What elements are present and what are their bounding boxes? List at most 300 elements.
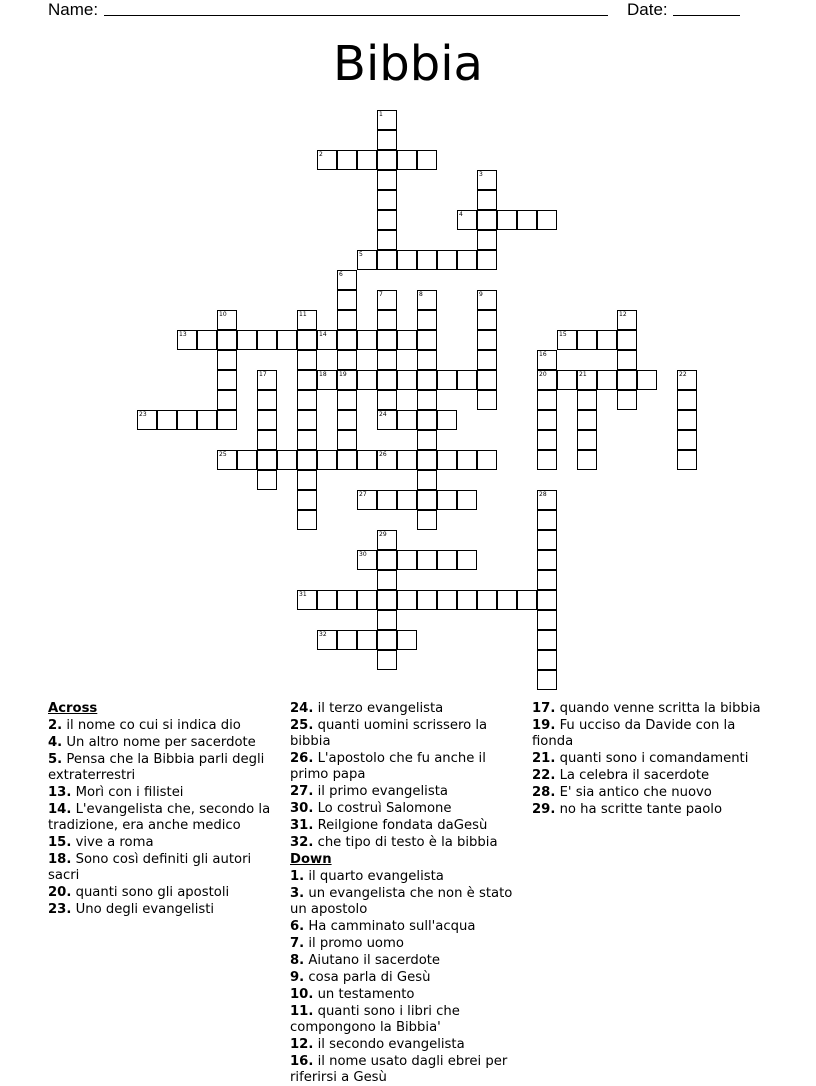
grid-cell[interactable] [237, 450, 257, 470]
grid-cell[interactable] [357, 250, 377, 270]
grid-cell[interactable] [677, 410, 697, 430]
grid-cell[interactable] [577, 410, 597, 430]
grid-cell[interactable] [537, 630, 557, 650]
clue-column-1 [48, 700, 280, 918]
grid-cell[interactable] [437, 370, 457, 390]
clue-text: il terzo evangelista [313, 701, 444, 716]
grid-cell[interactable] [297, 430, 317, 450]
grid-cell[interactable] [477, 350, 497, 370]
clue-text: L'apostolo che fu anche il primo papa [290, 751, 486, 782]
cell-number: 14 [319, 331, 327, 338]
grid-cell[interactable] [397, 150, 417, 170]
grid-cell[interactable] [397, 250, 417, 270]
clue-number: 31. [290, 818, 314, 833]
grid-cell[interactable] [417, 590, 437, 610]
grid-cell[interactable] [377, 190, 397, 210]
grid-cell[interactable] [477, 450, 497, 470]
cell-number: 2 [319, 151, 323, 158]
grid-cell[interactable] [377, 450, 397, 470]
clue-number: 11. [290, 1004, 314, 1019]
clue-number: 32. [290, 835, 314, 850]
clue-number: 20. [48, 885, 72, 900]
clue-text: che tipo di testo è la bibbia [313, 835, 498, 850]
grid-cell[interactable] [217, 350, 237, 370]
cell-number: 5 [359, 251, 363, 258]
grid-cell[interactable] [417, 390, 437, 410]
clue-number: 15. [48, 835, 72, 850]
grid-cell[interactable] [377, 570, 397, 590]
grid-cell[interactable] [477, 290, 497, 310]
grid-cell[interactable] [317, 370, 337, 390]
grid-cell[interactable] [297, 490, 317, 510]
clue-text: Lo costruì Salomone [313, 801, 452, 816]
clue-down [532, 701, 764, 717]
clue-text: quando venne scritta la bibbia [555, 701, 761, 716]
clue-down [532, 718, 764, 750]
clue-across [48, 785, 280, 801]
grid-cell[interactable] [217, 330, 237, 350]
clue-down [290, 1054, 522, 1086]
grid-cell[interactable] [417, 350, 437, 370]
grid-cell[interactable] [377, 110, 397, 130]
grid-cell[interactable] [377, 350, 397, 370]
grid-cell[interactable] [377, 590, 397, 610]
clue-number: 21. [532, 751, 556, 766]
grid-cell[interactable] [617, 310, 637, 330]
cell-number: 27 [359, 491, 367, 498]
grid-cell[interactable] [357, 590, 377, 610]
cell-number: 8 [419, 291, 423, 298]
grid-cell[interactable] [357, 370, 377, 390]
grid-cell[interactable] [337, 390, 357, 410]
cell-number: 7 [379, 291, 383, 298]
grid-cell[interactable] [257, 330, 277, 350]
grid-cell[interactable] [437, 250, 457, 270]
down-heading: Down [290, 852, 332, 867]
cell-number: 22 [679, 371, 687, 378]
clue-down [290, 869, 522, 885]
grid-cell[interactable] [377, 370, 397, 390]
grid-cell[interactable] [357, 150, 377, 170]
grid-cell[interactable] [257, 430, 277, 450]
cell-number: 10 [219, 311, 227, 318]
clue-text: Un altro nome per sacerdote [62, 735, 256, 750]
grid-cell[interactable] [537, 530, 557, 550]
grid-cell[interactable] [477, 230, 497, 250]
grid-cell[interactable] [517, 590, 537, 610]
clue-text: il nome co cui si indica dio [62, 718, 241, 733]
clue-across [48, 852, 280, 884]
clue-number: 22. [532, 768, 556, 783]
grid-cell[interactable] [377, 550, 397, 570]
grid-cell[interactable] [437, 590, 457, 610]
grid-cell[interactable] [357, 490, 377, 510]
clue-text: quanti sono i libri che compongono la Bibbia' [290, 1004, 460, 1035]
grid-cell[interactable] [297, 410, 317, 430]
clue-number: 28. [532, 785, 556, 800]
grid-cell[interactable] [397, 590, 417, 610]
clue-text: cosa parla di Gesù [304, 970, 431, 985]
clue-number: 17. [532, 701, 556, 716]
grid-cell[interactable] [537, 370, 557, 390]
grid-cell[interactable] [217, 410, 237, 430]
grid-cell[interactable] [317, 450, 337, 470]
clue-text: Morì con i filistei [71, 785, 184, 800]
clue-down [532, 751, 764, 767]
cell-number: 23 [139, 411, 147, 418]
grid-cell[interactable] [457, 590, 477, 610]
grid-cell[interactable] [577, 430, 597, 450]
clue-number: 6. [290, 919, 305, 934]
grid-cell[interactable] [537, 210, 557, 230]
name-label: Name: [48, 0, 99, 19]
grid-cell[interactable] [457, 210, 477, 230]
grid-cell[interactable] [217, 310, 237, 330]
grid-cell[interactable] [537, 490, 557, 510]
grid-cell[interactable] [397, 330, 417, 350]
clue-number: 29. [532, 802, 556, 817]
grid-cell[interactable] [557, 370, 577, 390]
grid-cell[interactable] [177, 330, 197, 350]
clue-number: 10. [290, 987, 314, 1002]
grid-cell[interactable] [497, 590, 517, 610]
clue-number: 4. [48, 735, 63, 750]
clue-number: 3. [290, 886, 305, 901]
grid-cell[interactable] [357, 450, 377, 470]
clue-across [290, 718, 522, 750]
grid-cell[interactable] [537, 410, 557, 430]
grid-cell[interactable] [417, 430, 437, 450]
grid-cell[interactable] [437, 550, 457, 570]
grid-cell[interactable] [677, 430, 697, 450]
grid-cell[interactable] [337, 350, 357, 370]
clue-number: 5. [48, 752, 63, 767]
grid-cell[interactable] [317, 330, 337, 350]
grid-cell[interactable] [257, 390, 277, 410]
grid-cell[interactable] [337, 430, 357, 450]
cell-number: 16 [539, 351, 547, 358]
grid-cell[interactable] [457, 370, 477, 390]
cell-number: 26 [379, 451, 387, 458]
grid-cell[interactable] [217, 390, 237, 410]
grid-cell[interactable] [397, 410, 417, 430]
clue-across [48, 735, 280, 751]
grid-cell[interactable] [217, 450, 237, 470]
grid-cell[interactable] [257, 470, 277, 490]
grid-cell[interactable] [157, 410, 177, 430]
grid-cell[interactable] [337, 270, 357, 290]
grid-cell[interactable] [417, 510, 437, 530]
cell-number: 29 [379, 531, 387, 538]
grid-cell[interactable] [337, 410, 357, 430]
clue-number: 2. [48, 718, 63, 733]
clue-down [532, 802, 764, 818]
cell-number: 28 [539, 491, 547, 498]
clue-text: Fu ucciso da Davide con la fionda [532, 718, 736, 749]
grid-cell[interactable] [417, 370, 437, 390]
grid-cell[interactable] [297, 470, 317, 490]
grid-cell[interactable] [297, 350, 317, 370]
clue-number: 9. [290, 970, 305, 985]
grid-cell[interactable] [497, 210, 517, 230]
grid-cell[interactable] [577, 450, 597, 470]
cell-number: 4 [459, 211, 463, 218]
grid-cell[interactable] [197, 330, 217, 350]
cell-number: 21 [579, 371, 587, 378]
grid-cell[interactable] [597, 330, 617, 350]
grid-cell[interactable] [377, 310, 397, 330]
grid-cell[interactable] [537, 550, 557, 570]
cell-number: 20 [539, 371, 547, 378]
clue-across [48, 885, 280, 901]
grid-cell[interactable] [377, 410, 397, 430]
grid-cell[interactable] [297, 590, 317, 610]
grid-cell[interactable] [537, 510, 557, 530]
grid-cell[interactable] [257, 450, 277, 470]
grid-cell[interactable] [677, 390, 697, 410]
grid-cell[interactable] [477, 310, 497, 330]
clue-down [532, 768, 764, 784]
grid-cell[interactable] [297, 450, 317, 470]
clue-number: 18. [48, 852, 72, 867]
grid-cell[interactable] [317, 590, 337, 610]
clue-text: il secondo evangelista [313, 1037, 465, 1052]
cell-number: 9 [479, 291, 483, 298]
grid-cell[interactable] [417, 330, 437, 350]
clue-across [48, 718, 280, 734]
clue-text: La celebra il sacerdote [555, 768, 710, 783]
grid-cell[interactable] [377, 650, 397, 670]
grid-cell[interactable] [377, 230, 397, 250]
grid-cell[interactable] [537, 390, 557, 410]
grid-cell[interactable] [517, 210, 537, 230]
clue-down [290, 953, 522, 969]
grid-cell[interactable] [417, 470, 437, 490]
grid-cell[interactable] [177, 410, 197, 430]
grid-cell[interactable] [377, 330, 397, 350]
cell-number: 3 [479, 171, 483, 178]
grid-cell[interactable] [477, 210, 497, 230]
grid-cell[interactable] [617, 390, 637, 410]
grid-cell[interactable] [397, 370, 417, 390]
grid-cell[interactable] [297, 310, 317, 330]
grid-cell[interactable] [397, 550, 417, 570]
grid-cell[interactable] [337, 290, 357, 310]
grid-cell[interactable] [457, 550, 477, 570]
grid-cell[interactable] [457, 450, 477, 470]
grid-cell[interactable] [477, 590, 497, 610]
grid-cell[interactable] [377, 250, 397, 270]
grid-cell[interactable] [377, 490, 397, 510]
clue-down [290, 936, 522, 952]
grid-cell[interactable] [297, 370, 317, 390]
grid-cell[interactable] [357, 630, 377, 650]
grid-cell[interactable] [337, 310, 357, 330]
grid-cell[interactable] [417, 250, 437, 270]
cell-number: 13 [179, 331, 187, 338]
grid-cell[interactable] [477, 170, 497, 190]
cell-number: 17 [259, 371, 267, 378]
grid-cell[interactable] [277, 450, 297, 470]
cell-number: 1 [379, 111, 383, 118]
grid-cell[interactable] [337, 370, 357, 390]
grid-cell[interactable] [337, 450, 357, 470]
grid-cell[interactable] [477, 250, 497, 270]
grid-cell[interactable] [337, 150, 357, 170]
clue-number: 27. [290, 784, 314, 799]
clue-down [290, 1037, 522, 1053]
grid-cell[interactable] [537, 570, 557, 590]
grid-cell[interactable] [377, 390, 397, 410]
grid-cell[interactable] [337, 590, 357, 610]
clue-across [48, 835, 280, 851]
grid-cell[interactable] [297, 330, 317, 350]
date-label: Date: [627, 0, 668, 19]
grid-cell[interactable] [357, 550, 377, 570]
clue-number: 30. [290, 801, 314, 816]
grid-cell[interactable] [417, 450, 437, 470]
clue-text: Aiutano il sacerdote [304, 953, 441, 968]
clue-across [48, 802, 280, 834]
grid-cell[interactable] [197, 410, 217, 430]
grid-cell[interactable] [357, 330, 377, 350]
clue-number: 12. [290, 1037, 314, 1052]
grid-cell[interactable] [257, 370, 277, 390]
grid-cell[interactable] [377, 150, 397, 170]
grid-cell[interactable] [477, 370, 497, 390]
grid-cell[interactable] [417, 150, 437, 170]
grid-cell[interactable] [377, 610, 397, 630]
clue-down [290, 886, 522, 918]
cell-number: 6 [339, 271, 343, 278]
grid-cell[interactable] [437, 410, 457, 430]
clue-number: 8. [290, 953, 305, 968]
clue-across [290, 835, 522, 851]
clue-down [290, 919, 522, 935]
clue-across [290, 801, 522, 817]
grid-cell[interactable] [437, 490, 457, 510]
grid-cell[interactable] [417, 490, 437, 510]
grid-cell[interactable] [317, 150, 337, 170]
page-title: Bibbia [333, 36, 483, 92]
grid-cell[interactable] [377, 630, 397, 650]
grid-cell[interactable] [537, 350, 557, 370]
grid-cell[interactable] [297, 510, 317, 530]
clue-number: 1. [290, 869, 305, 884]
cell-number: 31 [299, 591, 307, 598]
grid-cell[interactable] [677, 370, 697, 390]
grid-cell[interactable] [617, 370, 637, 390]
grid-cell[interactable] [417, 550, 437, 570]
clue-text: un evangelista che non è stato un apostolo [290, 886, 513, 917]
clue-across [290, 751, 522, 783]
clue-text: Pensa che la Bibbia parli degli extraterrestri [48, 752, 265, 783]
clue-text: quanti sono gli apostoli [71, 885, 230, 900]
grid-cell[interactable] [377, 130, 397, 150]
clue-column-2 [290, 700, 522, 1086]
grid-cell[interactable] [477, 390, 497, 410]
grid-cell[interactable] [397, 630, 417, 650]
clue-text: E' sia antico che nuovo [555, 785, 712, 800]
clue-number: 26. [290, 751, 314, 766]
grid-cell[interactable] [457, 250, 477, 270]
clue-text: il primo evangelista [313, 784, 448, 799]
grid-cell[interactable] [477, 330, 497, 350]
grid-cell[interactable] [417, 410, 437, 430]
cell-number: 30 [359, 551, 367, 558]
grid-cell[interactable] [617, 350, 637, 370]
grid-cell[interactable] [537, 430, 557, 450]
clue-down [532, 785, 764, 801]
clue-number: 7. [290, 936, 305, 951]
grid-cell[interactable] [417, 290, 437, 310]
grid-cell[interactable] [557, 330, 577, 350]
clue-text: vive a roma [71, 835, 154, 850]
grid-cell[interactable] [377, 290, 397, 310]
clue-text: Ha camminato sull'acqua [304, 919, 476, 934]
grid-cell[interactable] [537, 590, 557, 610]
grid-cell[interactable] [397, 450, 417, 470]
grid-cell[interactable] [377, 530, 397, 550]
grid-cell[interactable] [417, 310, 437, 330]
grid-cell[interactable] [337, 330, 357, 350]
grid-cell[interactable] [537, 610, 557, 630]
clue-text: il quarto evangelista [304, 869, 444, 884]
grid-cell[interactable] [337, 630, 357, 650]
clue-text: il promo uomo [304, 936, 404, 951]
grid-cell[interactable] [377, 210, 397, 230]
grid-cell[interactable] [137, 410, 157, 430]
grid-cell[interactable] [377, 170, 397, 190]
grid-cell[interactable] [277, 330, 297, 350]
grid-cell[interactable] [257, 410, 277, 430]
grid-cell[interactable] [457, 490, 477, 510]
clue-across [48, 902, 280, 918]
clue-number: 25. [290, 718, 314, 733]
grid-cell[interactable] [537, 650, 557, 670]
grid-cell[interactable] [597, 370, 617, 390]
clue-number: 19. [532, 718, 556, 733]
grid-cell[interactable] [477, 190, 497, 210]
grid-cell[interactable] [577, 370, 597, 390]
cell-number: 32 [319, 631, 327, 638]
grid-cell[interactable] [677, 450, 697, 470]
grid-cell[interactable] [297, 390, 317, 410]
grid-cell[interactable] [317, 630, 337, 650]
clue-across [290, 818, 522, 834]
clue-list [48, 700, 778, 1085]
grid-cell[interactable] [637, 370, 657, 390]
across-heading: Across [48, 701, 98, 716]
grid-cell[interactable] [537, 450, 557, 470]
clue-text: quanti uomini scrissero la bibbia [290, 718, 488, 749]
grid-cell[interactable] [617, 330, 637, 350]
clue-across [290, 701, 522, 717]
grid-cell[interactable] [577, 390, 597, 410]
grid-cell[interactable] [217, 370, 237, 390]
grid-cell[interactable] [437, 450, 457, 470]
clue-down [290, 1004, 522, 1036]
grid-cell[interactable] [397, 490, 417, 510]
clue-text: Sono così definiti gli autori sacri [48, 852, 252, 883]
clue-number: 24. [290, 701, 314, 716]
grid-cell[interactable] [537, 670, 557, 690]
grid-cell[interactable] [237, 330, 257, 350]
clue-across [290, 784, 522, 800]
clue-column-3 [532, 700, 764, 818]
grid-cell[interactable] [577, 330, 597, 350]
cell-number: 19 [339, 371, 347, 378]
